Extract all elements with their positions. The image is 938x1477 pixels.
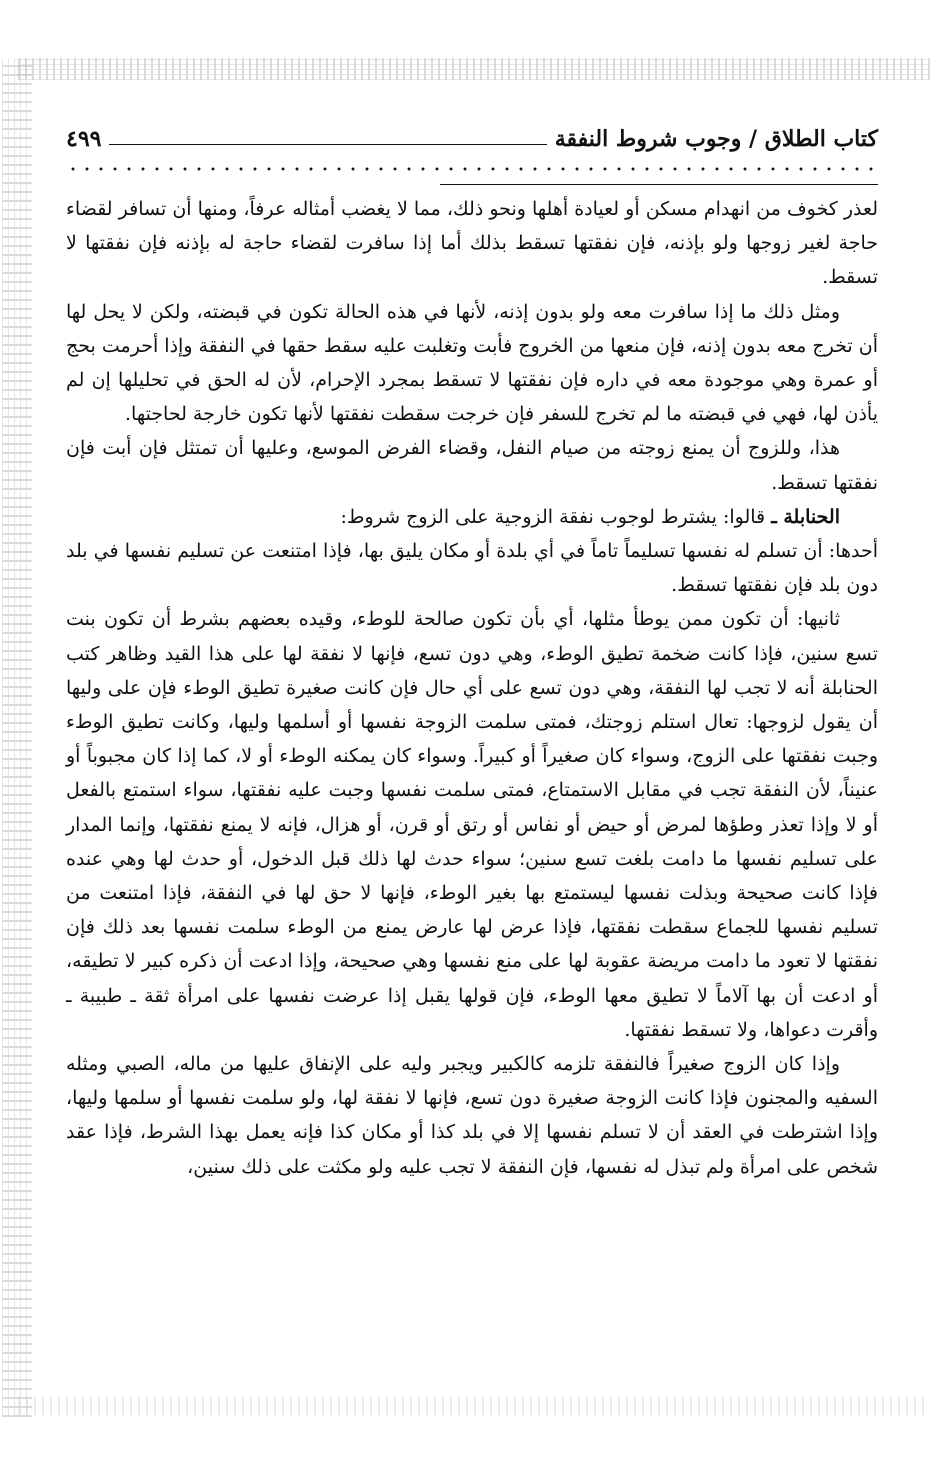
page-number: ٤٩٩ (66, 126, 102, 152)
left-ornament-border (2, 58, 32, 1417)
paragraph: لعذر كخوف من انهدام مسكن أو لعيادة أهلها ونحو ذلك، مما لا يغضب أمثاله عرفاً، ومنها أن تسافر لقضاء حاجة لغير زوجها ولو بإذنه، فإن نفقتها تسقط بذلك أما إذا سافرت لقضاء حاجة له بإذنه فإن نفقتها لا تسقط. (66, 198, 878, 289)
paragraph: أحدها: أن تسلم له نفسها تسليماً تاماً في أي بلدة أو مكان يليق بها، فإذا امتنعت عن تسليم نفسها في بلد دون بلد فإن نفقتها تسقط. (66, 540, 878, 597)
bottom-ornament-border (18, 1397, 930, 1415)
paragraph: هذا، وللزوج أن يمنع زوجته من صيام النفل، وقضاء الفرض الموسع، وعليها أن تمتثل فإن أبت فإن نفقتها تسقط. (66, 437, 878, 494)
school-name: الحنابلة ـ (771, 505, 840, 528)
header-rule (109, 144, 546, 145)
paragraph: وإذا كان الزوج صغيراً فالنفقة تلزمه كالكبير ويجبر وليه على الإنفاق عليها من ماله، الصبي ومثله السفيه والمجنون فإذا كانت الزوجة صغيرة دون تسع، فإنها لا نفقة لها، ولو سلمت نفسها أو سلمها وليها، وإذا اشترطت في العقد أن لا تسلم نفسها إلا في بلد كذا أو مكان كذا فإنه يعمل بهذا الشرط، فإذا عقد شخص على امرأة ولم تبذل له نفسها، فإن النفقة لا تجب عليه ولو مكثت على ذلك سنين، (66, 1053, 878, 1178)
footnote-separator-line (440, 184, 878, 185)
top-ornament-border (18, 58, 930, 80)
running-header (66, 112, 878, 152)
dotted-divider (66, 166, 878, 172)
body-text (66, 192, 878, 1184)
paragraph: ومثل ذلك ما إذا سافرت معه ولو بدون إذنه، لأنها في هذه الحالة تكون في قبضته، ولكن لا يحل لها أن تخرج معه بدون إذنه، فإن منعها من الخروج فأبت وتغلبت عليه سقط حقها في النفقة وإذا أحرمت بحج أو عمرة وهي موجودة معه في داره فإن نفقتها لا تسقط بمجرد الإحرام، لأن له الحق في تحليلها إن لم يأذن لها، فهي في قبضته ما لم تخرج للسفر فإن خرجت سقطت نفقتها لأنها تكون خارجة لحاجتها. (66, 300, 878, 426)
paragraph-text: قالوا: يشترط لوجوب نفقة الزوجية على الزوج شروط: (340, 505, 772, 528)
header-title: كتاب الطلاق / وجوب شروط النفقة (554, 126, 878, 152)
paragraph: ثانيها: أن تكون ممن يوطأ مثلها، أي بأن تكون صالحة للوطء، وقيده بعضهم بشرط أن تكون بنت تسع سنين، فإذا كانت ضخمة تطيق الوطء، وهي دون تسع، فإنها لا نفقة لها على هذا القيد وظاهر كتب الحنابلة أنه لا تجب لها النفقة، وهي دون تسع على أي حال فإن كانت صغيرة تطيق الوطء فإن على وليها أن يقول لزوجها: تعال استلم زوجتك، فمتى سلمت الزوجة نفسها أو أسلمها وليها، وكانت تطيق الوطء وجبت نفقتها على الزوج، وسواء كان صغيراً أو كبيراً. وسواء كان يمكنه الوطء أو لا، كما إذا كان مجبوباً أو عنيناً، لأن النفقة تجب في مقابل الاستمتاع، فمتى سلمت نفسها وجبت عليه نفقتها، سواء استمتع بالفعل أو لا وإذا تعذر وطؤها لمرض أو حيض أو نفاس أو رتق أو قرن، أو هزال، فإنه لا يمنع نفقتها، وإنما المدار على تسليم نفسها ما دامت بلغت تسع سنين؛ سواء حدث لها ذلك قبل الدخول، أو حدث لها وهي عنده فإذا كانت صحيحة وبذلت نفسها ليستمتع بها بغير الوطء، فإنها لا حق لها في النفقة، فإذا امتنعت من تسليم نفسها للجماع سقطت نفقتها، فإذا عرض لها عارض يمنع من الوطء سلمت نفسها بعد ذلك فإن نفقتها لا تعود ما دامت مريضة عقوبة لها على منع نفسها وهي صحيحة، وإذا ادعت أن ذكره كبير لا تطيقه، أو ادعت أن بها آلاماً لا تطيق معها الوطء، فإن قولها يقبل إذا عرضت نفسها على امرأة ثقة ـ طبيبة ـ وأقرت دعواها، ولا تسقط نفقتها. (66, 608, 878, 1041)
paragraph (66, 500, 878, 534)
